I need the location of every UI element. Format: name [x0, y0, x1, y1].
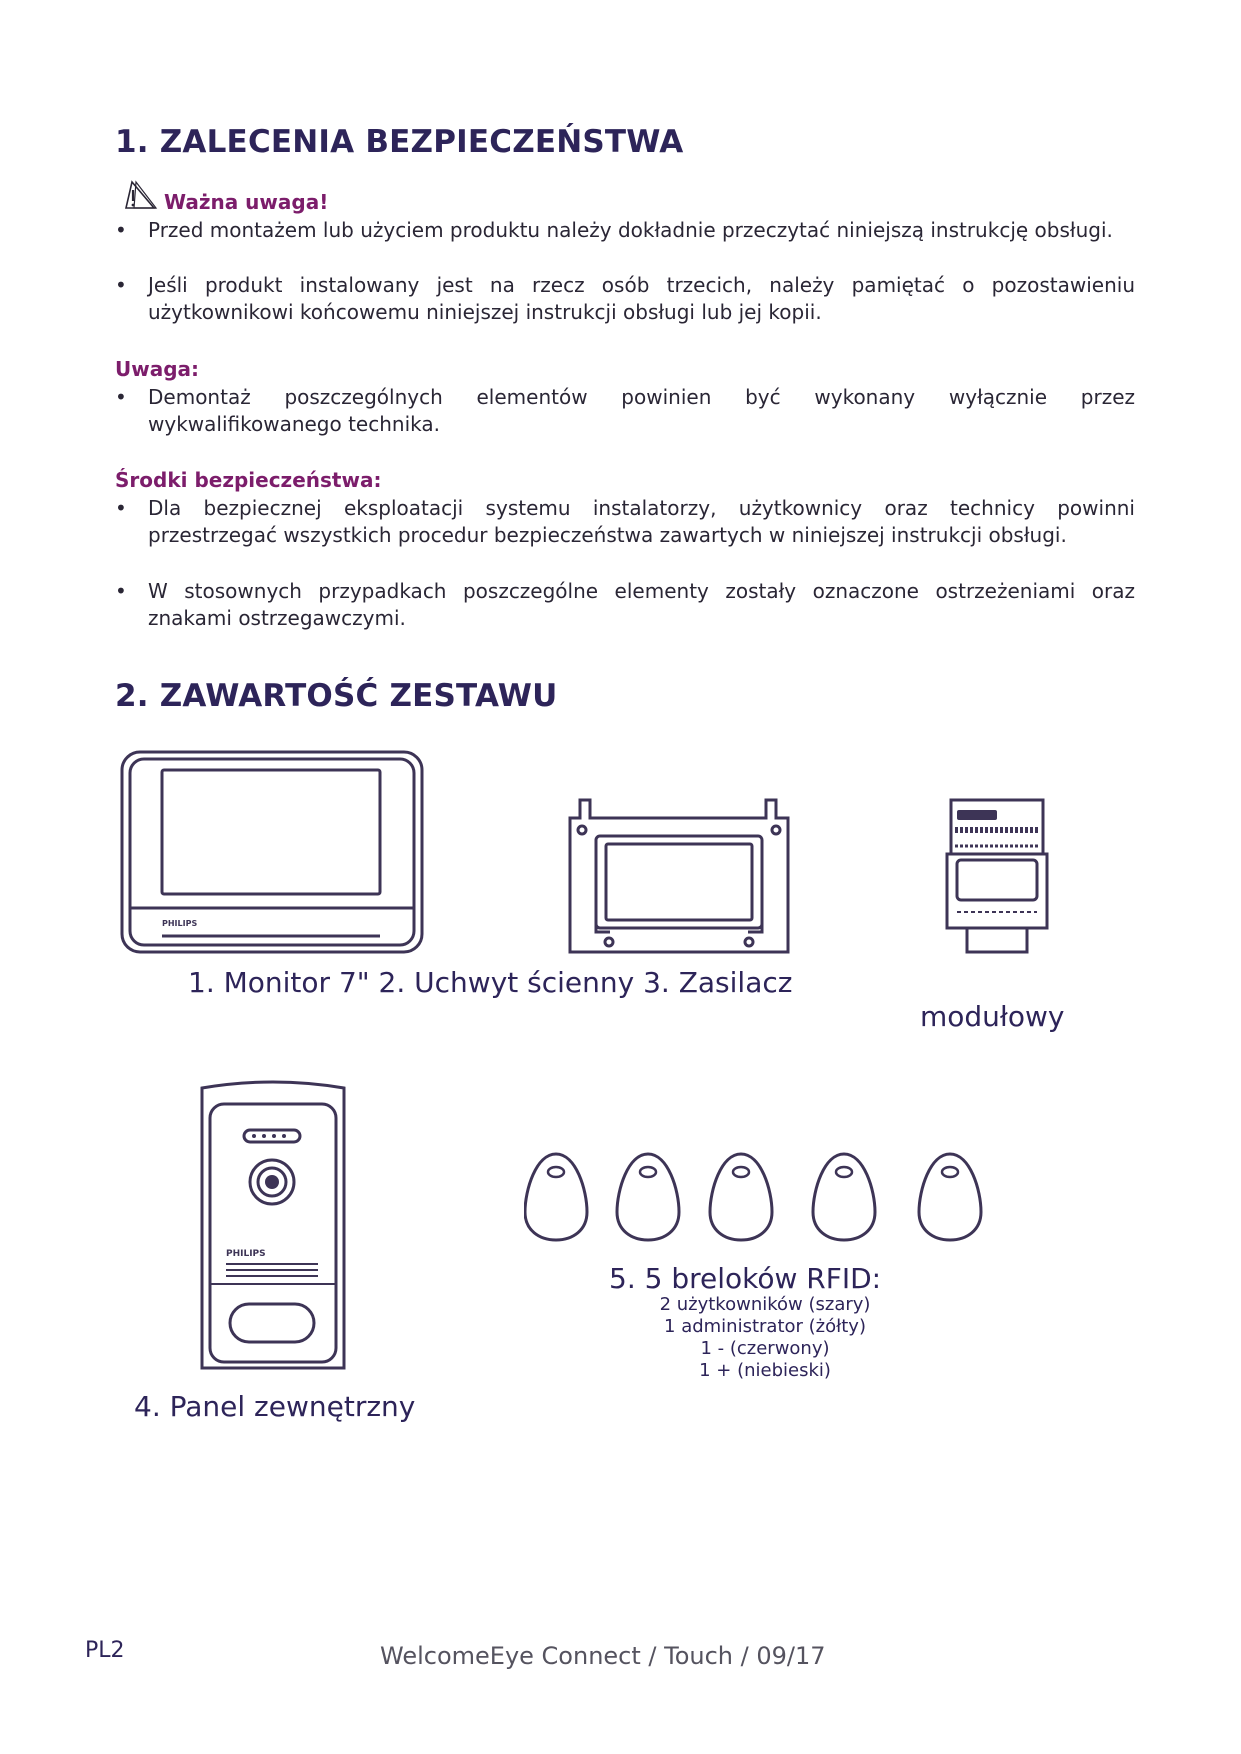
panel-brand-label: PHILIPS	[226, 1249, 266, 1259]
list-item: • W stosownych przypadkach poszczególne elementy zostały oznaczone ostrzeżeniami oraz znakami ostrzegawczymi.	[115, 579, 1135, 630]
important-note-label: Ważna uwaga!	[164, 190, 329, 214]
kit-caption-row-1-cont: modułowy	[920, 1000, 1065, 1033]
section-1-title: 1. ZALECENIA BEZPIECZEŃSTWA	[115, 124, 684, 160]
section-2-title: 2. ZAWARTOŚĆ ZESTAWU	[115, 678, 558, 714]
outdoor-panel-illustration	[196, 1078, 348, 1370]
rfid-tag-4	[813, 1154, 875, 1240]
rfid-details	[600, 1294, 930, 1382]
rfid-caption-title: 5. 5 breloków RFID:	[609, 1262, 882, 1295]
list-item: • Jeśli produkt instalowany jest na rzecz osób trzecich, należy pamiętać o pozostawieniu użytkownikowi końcowemu niniejszej instrukcji obsługi lub jej kopii.	[115, 273, 1135, 324]
list-item: • Przed montażem lub użyciem produktu należy dokładnie przeczytać niniejszą instrukcję obsługi.	[115, 218, 1113, 242]
rfid-detail-line: 2 użytkowników (szary)	[659, 1294, 871, 1315]
outdoor-panel-caption: 4. Panel zewnętrzny	[134, 1390, 416, 1423]
footer-doc-title: WelcomeEye Connect / Touch / 09/17	[380, 1642, 826, 1670]
kit-caption-row-1: 1. Monitor 7" 2. Uchwyt ścienny 3. Zasilacz	[188, 966, 793, 999]
rfid-detail-line: 1 + (niebieski)	[699, 1360, 831, 1381]
rfid-tag-2	[617, 1154, 679, 1240]
power-supply-illustration	[945, 796, 1049, 958]
rfid-tags-illustration	[524, 1150, 994, 1244]
warning-icon	[124, 180, 158, 210]
safety-label: Środki bezpieczeństwa:	[115, 468, 382, 492]
monitor-brand-label: PHILIPS	[162, 919, 198, 928]
page-number: PL2	[85, 1638, 125, 1663]
rfid-tag-3	[710, 1154, 772, 1240]
rfid-tag-5	[919, 1154, 981, 1240]
list-item: • Dla bezpiecznej eksploatacji systemu instalatorzy, użytkownicy oraz technicy powinni przestrzegać wszystkich procedur bezpieczeństwa zawartych w niniejszej instrukcji obsługi.	[115, 496, 1135, 547]
rfid-detail-line: 1 - (czerwony)	[700, 1338, 830, 1359]
rfid-detail-line: 1 administrator (żółty)	[664, 1316, 866, 1337]
note-label: Uwaga:	[115, 357, 200, 381]
list-item: • Demontaż poszczególnych elementów powinien być wykonany wyłącznie przez wykwalifikowanego technika.	[115, 385, 1135, 436]
monitor-illustration	[118, 748, 428, 958]
rfid-tag-1	[525, 1154, 587, 1240]
wall-bracket-illustration	[566, 796, 792, 956]
